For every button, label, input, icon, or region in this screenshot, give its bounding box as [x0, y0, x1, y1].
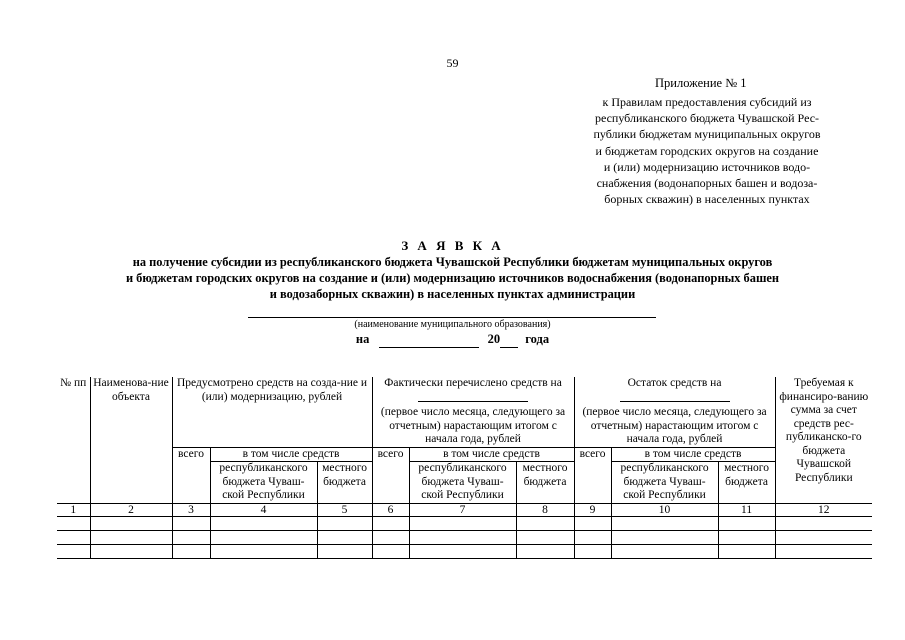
rest-total: всего — [574, 447, 611, 503]
date-line — [0, 332, 905, 348]
table-cell[interactable] — [516, 544, 574, 558]
document-subtitle — [40, 254, 865, 302]
appendix-body — [568, 94, 846, 207]
appendix-line: республиканского бюджета Чувашской Рес- — [594, 111, 820, 126]
appendix-line: снабжения (водонапорных башен и водоза- — [596, 176, 818, 191]
actual-total: всего — [372, 447, 409, 503]
table-cell[interactable] — [372, 544, 409, 558]
date-prefix: на — [355, 332, 370, 346]
rest-local: местного бюджета — [718, 462, 775, 504]
col-number: 10 — [611, 503, 718, 516]
table-cell[interactable] — [409, 544, 516, 558]
document-heading: З А Я В К А — [401, 238, 504, 253]
table-cell[interactable] — [372, 516, 409, 530]
table-cell[interactable] — [516, 530, 574, 544]
table-row — [57, 544, 872, 558]
table-cell[interactable] — [210, 516, 317, 530]
planned-local: местного бюджета — [317, 462, 372, 504]
appendix-line: и бюджетам городских округов на создание — [595, 143, 819, 158]
table-cell[interactable] — [574, 544, 611, 558]
table-cell[interactable] — [718, 544, 775, 558]
date-year-prefix: 20 — [487, 332, 501, 346]
rest-incl: в том числе средств — [611, 447, 775, 462]
col-name-header: Наименова-ние объекта — [90, 377, 172, 503]
municipality-name-line[interactable] — [248, 317, 656, 318]
date-suffix: года — [525, 332, 550, 346]
planned-incl: в том числе средств — [210, 447, 372, 462]
planned-republic: республиканского бюджета Чуваш-ской Республики — [210, 462, 317, 504]
table-cell[interactable] — [574, 516, 611, 530]
appendix-line: борных скважин) в населенных пунктах — [604, 192, 810, 207]
appendix-line: и (или) модернизацию источников водо- — [603, 159, 811, 174]
table-cell[interactable] — [317, 516, 372, 530]
col-required-header: Требуемая к финансиро-ванию сумма за счет средств рес-публиканско-го бюджета Чувашской Республики — [775, 377, 872, 503]
table-cell[interactable] — [57, 544, 90, 558]
date-blank[interactable] — [379, 332, 479, 348]
subtitle-line: и водозаборных скважин) в населенных пунктах администрации — [269, 287, 636, 301]
table-cell[interactable] — [775, 530, 872, 544]
appendix-line: к Правилам предоставления субсидий из — [602, 95, 812, 109]
col-planned-header: Предусмотрено средств на созда-ние и (или) модернизацию, рублей — [172, 377, 372, 447]
actual-republic: республиканского бюджета Чуваш-ской Республики — [409, 462, 516, 504]
table-cell[interactable] — [611, 544, 718, 558]
col-rest-header — [574, 377, 775, 447]
table-cell[interactable] — [172, 530, 210, 544]
table-cell[interactable] — [90, 544, 172, 558]
col-number: 2 — [90, 503, 172, 516]
table-cell[interactable] — [317, 544, 372, 558]
year-blank[interactable] — [500, 332, 518, 348]
appendix-title: Приложение № 1 — [655, 76, 747, 90]
rest-republic: республиканского бюджета Чуваш-ской Республики — [611, 462, 718, 504]
municipality-caption: (наименование муниципального образования) — [354, 319, 551, 330]
table-cell[interactable] — [718, 530, 775, 544]
rest-text-a: Остаток средств на — [627, 377, 722, 389]
actual-date-blank[interactable] — [418, 391, 528, 402]
table-cell[interactable] — [90, 530, 172, 544]
table-cell[interactable] — [57, 530, 90, 544]
col-number: 8 — [516, 503, 574, 516]
subtitle-line: на получение субсидии из республиканского бюджета Чувашской Республики бюджетам муниципальных округов — [132, 255, 773, 269]
table-cell[interactable] — [172, 516, 210, 530]
col-number: 11 — [718, 503, 775, 516]
table-cell[interactable] — [317, 530, 372, 544]
table-cell[interactable] — [775, 516, 872, 530]
actual-text-a: Фактически перечислено средств на — [384, 377, 562, 389]
table-cell[interactable] — [718, 516, 775, 530]
table-cell[interactable] — [574, 530, 611, 544]
table-cell[interactable] — [611, 530, 718, 544]
actual-incl: в том числе средств — [409, 447, 574, 462]
table-cell[interactable] — [210, 544, 317, 558]
table-cell[interactable] — [409, 516, 516, 530]
table-cell[interactable] — [372, 530, 409, 544]
rest-text-b: (первое число месяца, следующего за отчетным) нарастающим итогом с начала года, рублей — [582, 406, 767, 445]
table-cell[interactable] — [172, 544, 210, 558]
col-no-header: № пп — [57, 377, 90, 503]
table-cell[interactable] — [516, 516, 574, 530]
col-number: 7 — [409, 503, 516, 516]
table-row — [57, 530, 872, 544]
page-number: 59 — [446, 56, 459, 70]
subtitle-line: и бюджетам городских округов на создание и (или) модернизацию источников водоснабжения (водонапорных башен — [125, 271, 780, 285]
col-actual-header — [372, 377, 574, 447]
table-cell[interactable] — [90, 516, 172, 530]
actual-local: местного бюджета — [516, 462, 574, 504]
request-table — [57, 377, 872, 559]
column-numbers-row — [57, 503, 872, 516]
col-number: 9 — [574, 503, 611, 516]
col-number: 1 — [57, 503, 90, 516]
table-cell[interactable] — [409, 530, 516, 544]
col-number: 12 — [775, 503, 872, 516]
col-number: 3 — [172, 503, 210, 516]
col-number: 6 — [372, 503, 409, 516]
rest-date-blank[interactable] — [620, 391, 730, 402]
col-number: 4 — [210, 503, 317, 516]
table-cell[interactable] — [57, 516, 90, 530]
col-number: 5 — [317, 503, 372, 516]
table-cell[interactable] — [775, 544, 872, 558]
actual-text-b: (первое число месяца, следующего за отчетным) нарастающим итогом с начала года, рублей — [380, 406, 566, 445]
table-cell[interactable] — [210, 530, 317, 544]
planned-total: всего — [172, 447, 210, 503]
table-row — [57, 516, 872, 530]
table-cell[interactable] — [611, 516, 718, 530]
appendix-line: публики бюджетам муниципальных округов — [593, 127, 821, 142]
